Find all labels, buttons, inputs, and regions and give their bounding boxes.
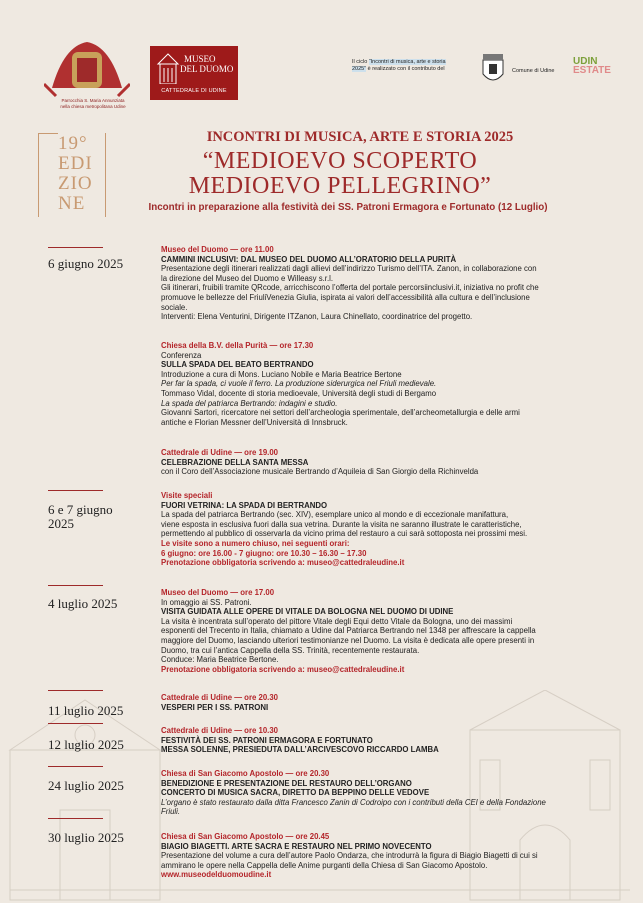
title-line: “MEDIOEVO SCOPERTO — [202, 148, 478, 174]
event-text: Conduce: Maria Beatrice Bertone. — [161, 655, 279, 665]
edition-badge — [58, 134, 104, 214]
date-divider — [48, 766, 103, 767]
event-place: Chiesa della B.V. della Purità — ore 17.30 — [161, 341, 314, 350]
event-heading: MESSA SOLENNE, PRESIEDUTA DALL’ARCIVESCOVO RICCARDO LAMBA — [161, 745, 439, 755]
main-title — [130, 149, 550, 199]
event-heading: CELEBRAZIONE DELLA SANTA MESSA — [161, 457, 309, 467]
date-divider — [48, 818, 103, 819]
ciclo-text: Il ciclo — [352, 59, 369, 65]
booking-note: Prenotazione obbligatoria scrivendo a: museo@cattedraleudine.it — [161, 664, 405, 674]
edition-text: NE — [58, 193, 86, 214]
event-place: Chiesa di San Giacomo Apostolo — ore 20.45 — [161, 832, 330, 841]
event-text: ammirano le opere nella Cappella delle Anime purganti della Chiesa di San Giacomo Apostolo. — [161, 860, 488, 870]
event-text: antiche e Florian Messner dell’Università di Innsbruck. — [161, 417, 348, 427]
event-heading: CONCERTO DI MUSICA SACRA, DIRETTO DA BEPPINO DELLE VEDOVE — [161, 788, 430, 798]
event-heading: FUORI VETRINA: LA SPADA DI BERTRANDO — [161, 500, 328, 510]
event-text: Interventi: Elena Venturini, Dirigente ITZanon, Laura Chinellato, coordinatrice del progetto. — [161, 312, 473, 322]
edition-text: 19° — [58, 133, 88, 154]
event-text: Duomo, tra cui l’antica Cappella della SS. Trinità, recentemente restaurata. — [161, 645, 420, 655]
logo-text: UDIN — [573, 56, 598, 67]
event-text: Conferenza — [161, 350, 202, 360]
event-block — [161, 491, 601, 568]
event-text: La spada del patriarca Bertrando: indagini e studio. — [161, 398, 338, 408]
event-text: Per far la spada, ci vuole il ferro. La produzione siderurgica nel Friuli medievale. — [161, 379, 437, 389]
event-date-line: 6 e 7 giugno — [48, 502, 113, 517]
event-place: Cattedrale di Udine — ore 19.00 — [161, 448, 278, 457]
event-heading: VISITA GUIDATA ALLE OPERE DI VITALE DA BOLOGNA NEL DUOMO DI UDINE — [161, 607, 454, 617]
cathedral-icon — [156, 52, 180, 84]
ciclo-sponsor-note — [352, 59, 452, 74]
event-text: promuove le bellezze del FriuliVenezia Giulia, ispirata ai valori dell’accessibilità alla cultura e dell’inclusione — [161, 292, 530, 302]
event-text: Friuli. — [161, 807, 181, 817]
event-heading: FESTIVITÀ DEI SS. PATRONI ERMAGORA E FORTUNATO — [161, 735, 373, 745]
event-text: La spada del patriarca Bertrando (sec. XIV), esemplare unico al mondo e di eccezionale manifattura, — [161, 510, 509, 520]
event-place: Chiesa di San Giacomo Apostolo — ore 20.30 — [161, 769, 330, 778]
event-text: con il Coro dell’Associazione musicale Bertrando d’Aquileia di San Giorgio della Richinvelda — [161, 467, 479, 477]
event-date: 12 luglio 2025 — [48, 737, 124, 752]
event-place: Cattedrale di Udine — ore 10.30 — [161, 726, 278, 735]
event-text: esponenti del Trecento in Italia, chiamato a Udine dal Patriarca Bertrando nel 1348 per affrescare la cappella — [161, 626, 536, 636]
ciclo-highlight: “Incontri di musica, arte e storia 2025” — [352, 59, 446, 73]
logo-text: ESTATE — [573, 65, 611, 76]
event-text: sociale. — [161, 302, 188, 312]
edition-frame — [105, 133, 106, 217]
date-divider — [48, 723, 103, 724]
event-place: Cattedrale di Udine — ore 20.30 — [161, 693, 278, 702]
date-divider — [48, 585, 103, 586]
title-line: MEDIOEVO PELLEGRINO” — [188, 173, 492, 199]
event-date: 30 luglio 2025 — [48, 830, 124, 845]
parish-caption — [38, 98, 148, 109]
event-heading: SULLA SPADA DEL BEATO BERTRANDO — [161, 360, 314, 370]
edition-text: ZIO — [58, 173, 93, 194]
event-text: la direzione del Museo del Duomo e Willeasy s.r.l. — [161, 273, 334, 283]
event-date — [48, 503, 148, 531]
event-text: Introduzione a cura di Mons. Luciano Nobile e Maria Beatrice Bertone — [161, 369, 402, 379]
event-block — [161, 245, 601, 322]
parish-caption-line: nella chiesa metropolitana Udine — [60, 103, 126, 109]
event-date: 24 luglio 2025 — [48, 778, 124, 793]
comune-udine-crest-icon — [480, 52, 506, 86]
event-text: maggiore del Duomo, lasciando ulteriori testimonianze nel Duomo. La visita è dedicata alle opere presenti in — [161, 635, 535, 645]
event-note: 6 giugno: ore 16.00 - 7 giugno: ore 10.30 – 16.30 – 17.30 — [161, 548, 367, 558]
coat-of-arms-logo — [44, 38, 130, 98]
event-block — [161, 448, 601, 477]
event-block — [161, 726, 601, 755]
event-text: L’organo è stato restaurato dalla ditta Francesco Zanin di Codroipo con i contributi della CEI e della Fondazione — [161, 797, 546, 807]
event-heading: BIAGIO BIAGETTI. ARTE SACRA E RESTAURO NEL PRIMO NOVECENTO — [161, 841, 432, 851]
event-text: permettendo al pubblico di osservarla da vicino prima del restauro a cui sarà sottoposta nei prossimi mesi. — [161, 529, 528, 539]
logo-text: DEL DUOMO — [180, 64, 234, 74]
edition-frame — [38, 133, 58, 134]
museo-del-duomo-logo — [150, 46, 238, 100]
event-text: Gli itinerari, fruibili tramite QRcode, arricchiscono l’offerta del portale percorsiinclusivi.it, iniziativa no profit che — [161, 283, 539, 293]
event-block — [161, 832, 601, 880]
event-date: 6 giugno 2025 — [48, 256, 124, 271]
event-block — [161, 769, 601, 817]
event-place: Museo del Duomo — ore 11.00 — [161, 245, 274, 254]
logo-text: MUSEO — [184, 54, 216, 64]
event-date: 11 luglio 2025 — [48, 703, 124, 718]
intro-text: Incontri in preparazione alla festività dei SS. Patroni Ermagora e Fortunato (12 Luglio) — [148, 202, 548, 213]
event-heading: VESPERI PER I SS. PATRONI — [161, 702, 269, 712]
event-block — [161, 588, 601, 674]
event-text: In omaggio ai SS. Patroni. — [161, 597, 252, 607]
event-date-line: 2025 — [48, 516, 74, 531]
event-place: Museo del Duomo — ore 17.00 — [161, 588, 275, 597]
edition-frame — [38, 133, 39, 217]
parish-caption-line: Parrocchia S. Maria Annunziata — [61, 98, 125, 103]
event-note: Le visite sono a numero chiuso, nei seguenti orari: — [161, 538, 350, 548]
date-divider — [48, 247, 103, 248]
logo-text: CATTEDRALE DI UDINE — [161, 88, 227, 94]
edition-text: EDI — [58, 153, 93, 174]
event-text: Giovanni Sartori, ricercatore nei settori dell’archeologia sperimentale, dell’archeometallurgia e delle armi — [161, 408, 520, 418]
event-date: 4 luglio 2025 — [48, 596, 118, 611]
ciclo-text: è realizzato con il contributo del — [366, 66, 445, 73]
event-text: Tommaso Vidal, docente di storia medioevale, Università degli studi di Bergamo — [161, 388, 437, 398]
event-place: Visite speciali — [161, 491, 213, 500]
website-link[interactable]: www.museodelduomoudine.it — [161, 870, 272, 880]
date-divider — [48, 690, 103, 691]
udine-estate-logo — [573, 57, 611, 75]
event-block — [161, 341, 601, 427]
event-heading: BENEDIZIONE E PRESENTAZIONE DEL RESTAURO DELL’ORGANO — [161, 778, 412, 788]
event-text: Presentazione del volume a cura dell’autore Paolo Ondarza, che introdurrà la figura di Biagio Biagetti di cui si — [161, 851, 538, 861]
series-subtitle: INCONTRI DI MUSICA, ARTE E STORIA 2025 — [206, 129, 514, 145]
event-text: Presentazione degli itinerari realizzati dagli allievi dell’indirizzo Turismo dell’ITA. Zanon, in collaborazione con — [161, 264, 537, 274]
event-text: viene esposta in esclusiva fuori dalla sua vetrina. Durante la visita ne saranno illustrate le caratteristiche, — [161, 519, 522, 529]
date-divider — [48, 490, 103, 491]
comune-label: Comune di Udine — [512, 68, 555, 74]
booking-note: Prenotazione obbligatoria scrivendo a: museo@cattedraleudine.it — [161, 558, 405, 568]
event-heading: CAMMINI INCLUSIVI: DAL MUSEO DEL DUOMO ALL’ORATORIO DELLA PURITÀ — [161, 254, 457, 264]
event-text: La visita è incentrata sull’operato del pittore Vitale degli Equi detto Vitale da Bologna, uno dei massimi — [161, 616, 513, 626]
event-block — [161, 693, 601, 712]
